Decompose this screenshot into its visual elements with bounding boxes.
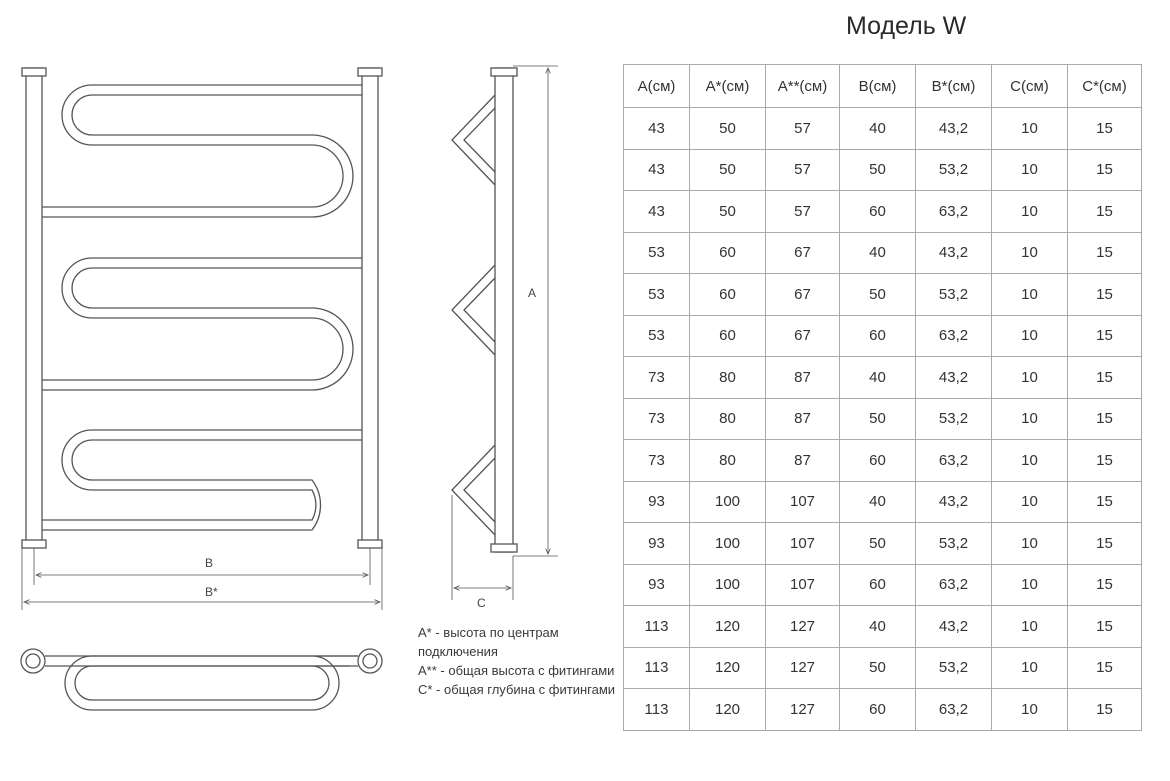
table-cell: 10 [992,149,1068,191]
right-collector [362,68,378,546]
table-cell: 43 [624,149,690,191]
table-cell: 15 [1068,191,1142,233]
table-cell: 40 [840,108,916,150]
table-cell: 10 [992,523,1068,565]
serpentine-section-2 [42,258,362,390]
table-cell: 60 [840,315,916,357]
table-cell: 57 [766,108,840,150]
table-cell: 53,2 [916,149,992,191]
table-row [624,647,1142,689]
table-cell: 10 [992,232,1068,274]
table-cell: 60 [690,274,766,316]
table-row [624,689,1142,731]
table-row [624,606,1142,648]
table-cell: 93 [624,481,690,523]
table-cell: 63,2 [916,689,992,731]
table-cell: 43,2 [916,232,992,274]
table-cell: 15 [1068,274,1142,316]
header-a: А(см) [624,65,690,108]
table-row [624,274,1142,316]
table-cell: 60 [690,315,766,357]
table-cell: 15 [1068,481,1142,523]
table-cell: 60 [840,440,916,482]
table-cell: 63,2 [916,191,992,233]
header-b-star: В*(см) [916,65,992,108]
header-a-star: А*(см) [690,65,766,108]
table-cell: 53,2 [916,398,992,440]
table-cell: 120 [690,689,766,731]
page-title: Модель W [846,12,967,40]
table-row [624,357,1142,399]
table-cell: 60 [690,232,766,274]
table-cell: 53 [624,315,690,357]
serpentine-section-3 [42,430,362,530]
table-header-row [624,65,1142,108]
table-cell: 15 [1068,523,1142,565]
table-cell: 93 [624,564,690,606]
label-b: B [205,556,214,570]
table-cell: 93 [624,523,690,565]
table-cell: 107 [766,564,840,606]
table-row [624,481,1142,523]
table-cell: 43,2 [916,357,992,399]
table-cell: 67 [766,274,840,316]
table-cell: 60 [840,689,916,731]
table-cell: 50 [690,108,766,150]
table-cell: 53,2 [916,274,992,316]
table-cell: 10 [992,440,1068,482]
legend [418,623,618,699]
table-cell: 120 [690,606,766,648]
table-cell: 57 [766,149,840,191]
table-cell: 53,2 [916,523,992,565]
table-cell: 60 [840,191,916,233]
table-cell: 15 [1068,398,1142,440]
table-row [624,398,1142,440]
table-cell: 53 [624,232,690,274]
table-cell: 73 [624,357,690,399]
table-cell: 53,2 [916,647,992,689]
header-b: В(см) [840,65,916,108]
table-cell: 87 [766,357,840,399]
table-cell: 107 [766,481,840,523]
table-row [624,440,1142,482]
table-body [624,108,1142,731]
table-cell: 127 [766,606,840,648]
table-cell: 113 [624,689,690,731]
header-c-star: С*(см) [1068,65,1142,108]
table-row [624,232,1142,274]
table-cell: 63,2 [916,564,992,606]
table-cell: 15 [1068,315,1142,357]
table-cell: 40 [840,357,916,399]
table-cell: 10 [992,481,1068,523]
table-cell: 87 [766,440,840,482]
table-cell: 87 [766,398,840,440]
table-cell: 43,2 [916,108,992,150]
table-cell: 120 [690,647,766,689]
table-cell: 80 [690,440,766,482]
legend-a-star: A* - высота по центрам подключения [418,625,559,659]
table-cell: 57 [766,191,840,233]
table-cell: 40 [840,481,916,523]
table-cell: 43 [624,191,690,233]
table-cell: 80 [690,357,766,399]
table-cell: 15 [1068,357,1142,399]
table-cell: 43,2 [916,481,992,523]
table-cell: 10 [992,108,1068,150]
table-cell: 107 [766,523,840,565]
table-cell: 40 [840,606,916,648]
top-view [21,649,382,710]
legend-a-double-star: A** - общая высота с фитингами [418,663,615,678]
side-view [452,66,558,600]
table-cell: 15 [1068,606,1142,648]
table-cell: 40 [840,232,916,274]
table-cell: 63,2 [916,440,992,482]
table-cell: 73 [624,398,690,440]
table-cell: 73 [624,440,690,482]
table-cell: 113 [624,647,690,689]
table-cell: 10 [992,315,1068,357]
table-row [624,523,1142,565]
table-cell: 100 [690,523,766,565]
table-cell: 60 [840,564,916,606]
label-c: C [477,596,486,610]
label-a: A [528,286,537,300]
serpentine-section-1 [42,85,362,217]
side-collector [495,68,513,552]
table-cell: 50 [840,647,916,689]
table-cell: 10 [992,564,1068,606]
left-collector [26,68,42,546]
header-c: С(см) [992,65,1068,108]
table-cell: 15 [1068,232,1142,274]
table-cell: 80 [690,398,766,440]
table-cell: 10 [992,689,1068,731]
table-cell: 15 [1068,149,1142,191]
table-row [624,564,1142,606]
table-cell: 43,2 [916,606,992,648]
table-cell: 15 [1068,440,1142,482]
table-cell: 10 [992,606,1068,648]
header-a-double-star: А**(см) [766,65,840,108]
table-cell: 10 [992,191,1068,233]
table-cell: 100 [690,481,766,523]
table-cell: 50 [690,191,766,233]
table-cell: 10 [992,357,1068,399]
table-cell: 63,2 [916,315,992,357]
table-cell: 15 [1068,108,1142,150]
table-cell: 127 [766,689,840,731]
table-cell: 113 [624,606,690,648]
table-cell: 15 [1068,689,1142,731]
table-cell: 15 [1068,564,1142,606]
table-cell: 67 [766,232,840,274]
table-row [624,191,1142,233]
dimensions-table [623,64,1142,731]
table-cell: 127 [766,647,840,689]
table-row [624,315,1142,357]
table-cell: 50 [840,149,916,191]
table-row [624,149,1142,191]
label-b-star: B* [205,585,218,599]
table-cell: 50 [840,274,916,316]
table-cell: 43 [624,108,690,150]
table-cell: 100 [690,564,766,606]
table-cell: 10 [992,398,1068,440]
table-cell: 67 [766,315,840,357]
table-cell: 50 [840,398,916,440]
table-row [624,108,1142,150]
table-cell: 50 [690,149,766,191]
table-cell: 15 [1068,647,1142,689]
legend-c-star: C* - общая глубина с фитингами [418,682,616,697]
table-cell: 10 [992,647,1068,689]
table-cell: 53 [624,274,690,316]
table-cell: 10 [992,274,1068,316]
table-cell: 50 [840,523,916,565]
front-view [22,68,382,610]
